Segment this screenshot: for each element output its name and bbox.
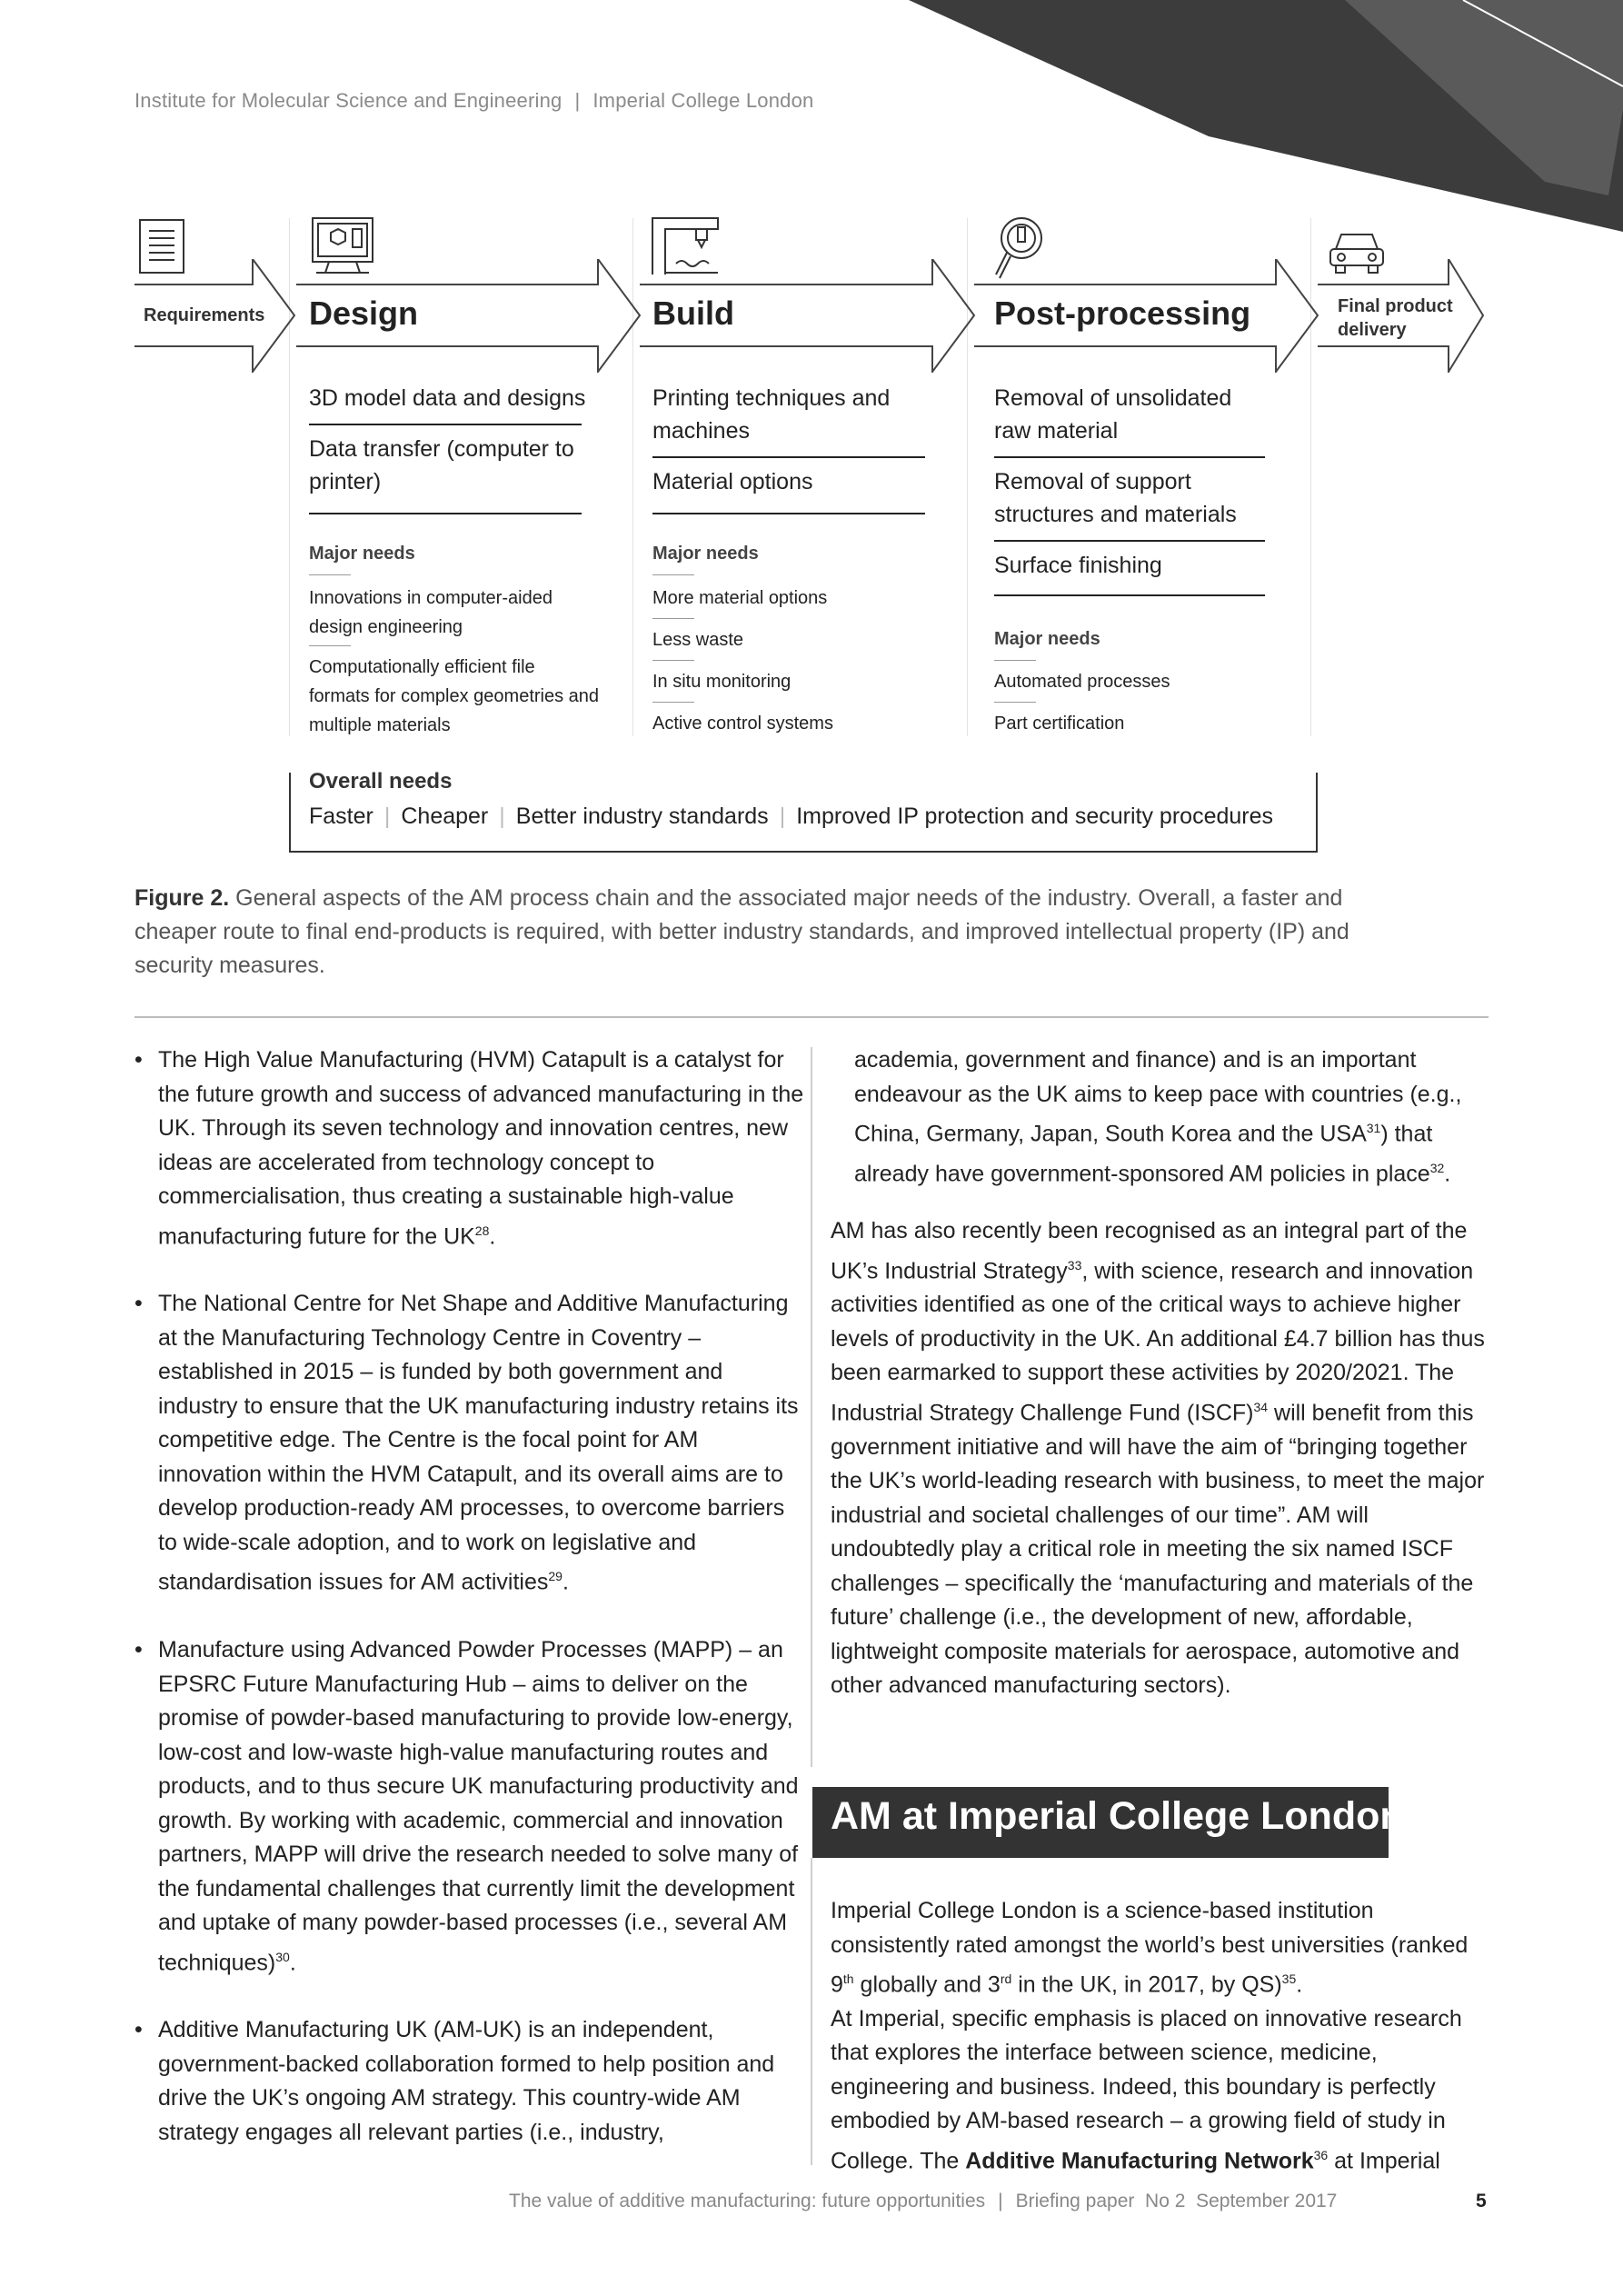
caption-text: General aspects of the AM process chain and the associated major needs of the industry. Overall, a faster and cheaper route to final end-products is required, with better industry standards, and improved intellectual property (IP) and security measures. bbox=[134, 885, 1349, 978]
item-rule bbox=[994, 456, 1265, 458]
design-need: Computationally efficient file formats for complex geometries and multiple materials bbox=[309, 657, 600, 735]
overall-need: Better industry standards bbox=[515, 804, 769, 829]
design-item: 3D model data and designs bbox=[309, 385, 586, 411]
figure-caption bbox=[134, 882, 1407, 983]
page-footer bbox=[509, 2191, 1337, 2212]
paragraph-text: in the UK, in 2017, by QS) bbox=[1011, 1972, 1282, 1998]
design-item: Data transfer (computer to printer) bbox=[309, 436, 574, 494]
bullet-text: Additive Manufacturing UK (AM-UK) is an independent, government-backed collaboration formed to help position and drive the UK’s ongoing AM strategy. This country-wide AM strategy engages all relevant parties (i.e., industry, bbox=[158, 2017, 775, 2145]
list-item bbox=[134, 1633, 807, 1980]
reference-mark: 28 bbox=[474, 1223, 490, 1238]
list-item bbox=[134, 2013, 807, 2150]
industrial-strategy-paragraph bbox=[831, 1214, 1494, 1703]
build-title: Build bbox=[652, 294, 734, 332]
footer-title: The value of additive manufacturing: future opportunities bbox=[509, 2191, 986, 2211]
column-rule bbox=[811, 1047, 812, 1767]
paragraph-text: At Imperial, specific emphasis is placed on innovative research that explores the interface between science, medicine, engineering and business. Indeed, this boundary is perfectly embodied by AM-based research – a growing field of study in College. The bbox=[831, 2005, 1462, 2174]
end-label bbox=[1338, 294, 1453, 342]
build-item: Printing techniques and machines bbox=[652, 385, 891, 444]
build-item: Material options bbox=[652, 469, 813, 494]
section-divider bbox=[134, 1016, 1489, 1018]
paragraph-text: . bbox=[1296, 1972, 1303, 1998]
footer-number: No 2 bbox=[1145, 2191, 1186, 2211]
bullet-end: . bbox=[489, 1223, 496, 1249]
end-label-line1: Final product bbox=[1338, 296, 1453, 316]
needs-rule bbox=[994, 702, 1036, 703]
build-need: Active control systems bbox=[652, 714, 833, 734]
section-heading: AM at Imperial College London bbox=[831, 1794, 1404, 1838]
magnifier-icon bbox=[994, 215, 1060, 280]
item-rule bbox=[652, 456, 925, 458]
build-need: Less waste bbox=[652, 630, 744, 650]
list-item bbox=[134, 1287, 807, 1600]
bullet-list bbox=[134, 1043, 807, 2183]
header-separator: | bbox=[574, 89, 581, 112]
header-org: Institute for Molecular Science and Engineering bbox=[134, 89, 563, 112]
needs-rule bbox=[652, 660, 694, 661]
design-title: Design bbox=[309, 294, 419, 332]
bullet-continuation bbox=[854, 1043, 1490, 1192]
needs-rule bbox=[652, 574, 694, 575]
post-need: Part certification bbox=[994, 714, 1125, 734]
item-rule bbox=[994, 540, 1265, 542]
page-header bbox=[134, 89, 813, 113]
post-item: Removal of support structures and materials bbox=[994, 469, 1237, 527]
imperial-paragraph bbox=[831, 1894, 1494, 2179]
needs-rule bbox=[652, 618, 694, 619]
bullet-end: . bbox=[289, 1949, 296, 1975]
reference-mark: 35 bbox=[1281, 1972, 1297, 1986]
reference-mark: 31 bbox=[1366, 1121, 1381, 1135]
build-need: In situ monitoring bbox=[652, 672, 792, 692]
overall-separator: | bbox=[383, 804, 391, 829]
footer-date: September 2017 bbox=[1196, 2191, 1338, 2211]
car-icon bbox=[1329, 231, 1385, 276]
paragraph-text: at Imperial bbox=[1328, 2148, 1440, 2174]
reference-mark: 30 bbox=[275, 1949, 290, 1964]
needs-rule bbox=[309, 574, 351, 575]
overall-needs-heading: Overall needs bbox=[309, 769, 453, 794]
footer-series: Briefing paper bbox=[1015, 2191, 1135, 2211]
ordinal-suffix: rd bbox=[1000, 1972, 1012, 1986]
network-name: Additive Manufacturing Network bbox=[965, 2148, 1314, 2174]
bullet-text: The High Value Manufacturing (HVM) Catapult is a catalyst for the future growth and success of advanced manufacturing in the UK. Through its seven technology and innovation centres, new ideas are accelerated from technology concept to commercialisation, thus creating a sustainable high-value manufacturing future for the UK bbox=[158, 1047, 804, 1249]
end-label-line2: delivery bbox=[1338, 320, 1407, 340]
postprocessing-title: Post-processing bbox=[994, 294, 1251, 332]
paragraph-text: Imperial College London is a science-based institution consistently rated amongst the world’s best universities (ranked 9 bbox=[831, 1898, 1469, 1998]
reference-mark: 34 bbox=[1253, 1399, 1269, 1414]
header-college: Imperial College London bbox=[592, 89, 814, 112]
post-need: Automated processes bbox=[994, 672, 1170, 692]
design-needs-heading: Major needs bbox=[309, 544, 415, 564]
needs-rule bbox=[994, 660, 1036, 661]
continuation-end: . bbox=[1444, 1161, 1451, 1187]
post-item: Removal of unsolidated raw material bbox=[994, 385, 1232, 444]
continuation-text: ) that already have government-sponsored AM policies in place bbox=[854, 1121, 1433, 1187]
paragraph-text: , with science, research and innovation activities identified as one of the critical ways to achieve higher levels of productivity in the UK. An additional £4.7 billion has thus been earmarked to support these activities by 2020/2021. The Industrial Strategy Challenge Fund (ISCF) bbox=[831, 1257, 1485, 1426]
build-need: More material options bbox=[652, 588, 828, 608]
item-rule bbox=[309, 424, 582, 425]
overall-need: Faster bbox=[309, 804, 373, 829]
item-rule bbox=[994, 594, 1265, 596]
build-needs-heading: Major needs bbox=[652, 544, 759, 564]
post-item: Surface finishing bbox=[994, 553, 1162, 578]
overall-need: Improved IP protection and security procedures bbox=[796, 804, 1274, 829]
overall-need: Cheaper bbox=[401, 804, 489, 829]
continuation-text: academia, government and finance) and is an important endeavour as the UK aims to keep pace with countries (e.g., China, Germany, Japan, South Korea and the USA bbox=[854, 1047, 1462, 1147]
caption-label: Figure 2. bbox=[134, 885, 230, 911]
reference-mark: 32 bbox=[1429, 1160, 1445, 1175]
reference-mark: 33 bbox=[1067, 1257, 1082, 1273]
printer-icon bbox=[651, 216, 720, 276]
page-number: 5 bbox=[1476, 2191, 1487, 2211]
paragraph-text: AM has also recently been recognised as an integral part of the UK’s Industrial Strategy bbox=[831, 1218, 1468, 1283]
needs-rule bbox=[652, 702, 694, 703]
bullet-text: Manufacture using Advanced Powder Processes (MAPP) – an EPSRC Future Manufacturing Hub – aims to deliver on the promise of powder-based manufacturing to provide low-energy, low-cost and low-waste high-value manufacturing routes and products, and to thus secure UK manufacturing productivity and growth. By working with academic, commercial and innovation partners, MAPP will drive the research needed to solve many of the fundamental challenges that currently limit the development and uptake of many powder-based processes (i.e., several AM techniques) bbox=[158, 1637, 799, 1975]
column-rule bbox=[811, 1858, 812, 2165]
overall-needs-list bbox=[309, 804, 1273, 830]
item-rule bbox=[309, 513, 582, 514]
design-need: Innovations in computer-aided design engineering bbox=[309, 588, 553, 637]
item-rule bbox=[652, 513, 925, 514]
start-label: Requirements bbox=[144, 305, 265, 325]
paragraph-text: will benefit from this government initiative and will have the aim of “bringing together the UK’s world-leading research with business, to meet the major industrial and societal challenges of our time”. AM will undoubtedly play a critical role in meeting the six named ISCF challenges – specifically the ‘manufacturing and materials of the future’ challenge (i.e., the development of new, affordable, lightweight composite materials for aerospace, automotive and other advanced manufacturing sectors). bbox=[831, 1400, 1485, 1699]
reference-mark: 36 bbox=[1313, 2147, 1329, 2162]
needs-rule bbox=[309, 645, 351, 646]
bullet-end: . bbox=[562, 1569, 569, 1595]
bullet-text: The National Centre for Net Shape and Additive Manufacturing at the Manufacturing Technology Centre in Coventry – established in 2015 – is funded by both government and industry to ensure that the UK manufacturing industry retains its competitive edge. The Centre is the focal point for AM innovation within the HVM Catapult, and its overall aims are to develop production-ready AM processes, to overcome barriers to wide-scale adoption, and to work on legislative and standardisation issues for AM activities bbox=[158, 1291, 799, 1595]
list-item bbox=[134, 1043, 807, 1253]
document-icon bbox=[138, 218, 193, 275]
computer-icon bbox=[311, 216, 374, 276]
overall-separator: | bbox=[499, 804, 505, 829]
ordinal-suffix: th bbox=[842, 1972, 854, 1986]
footer-separator: | bbox=[998, 2191, 1003, 2211]
post-needs-heading: Major needs bbox=[994, 629, 1100, 649]
overall-separator: | bbox=[779, 804, 786, 829]
paragraph-text: globally and 3 bbox=[853, 1972, 1001, 1998]
reference-mark: 29 bbox=[548, 1569, 563, 1584]
